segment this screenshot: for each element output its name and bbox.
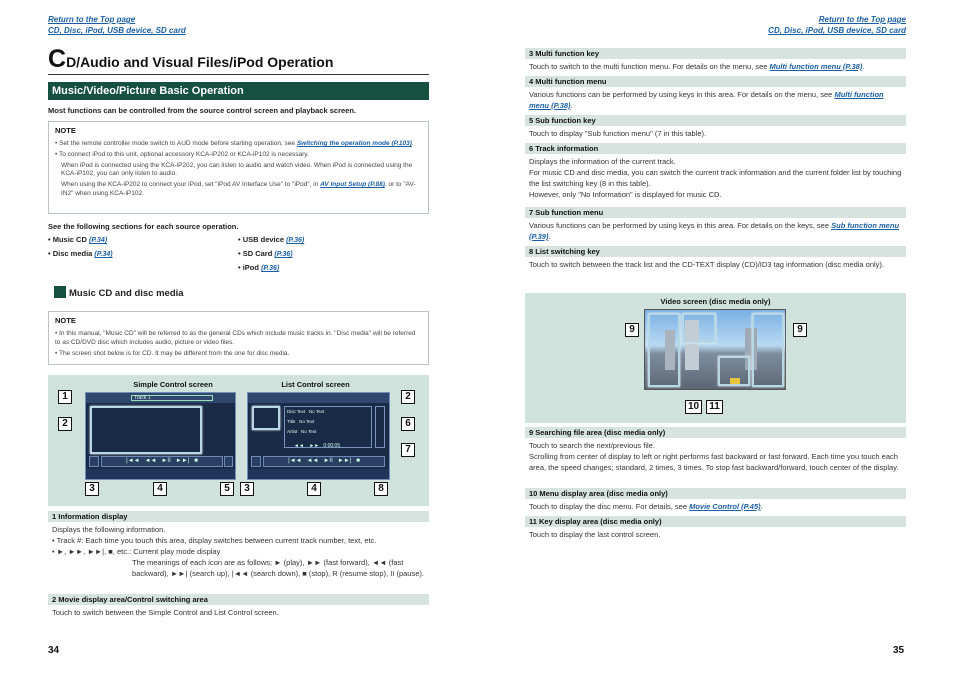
caption-simple: Simple Control screen [133,380,213,389]
callout-1: 1 [58,390,72,404]
callout-11: 11 [706,400,723,414]
item8-header: 8 List switching key [525,246,906,257]
multi-function-key[interactable] [89,456,99,467]
simple-control-screen [85,392,236,480]
multi-function-menu[interactable]: |◄◄ ◄◄ ►II ►►| ■ [101,456,223,467]
track-information [284,406,372,448]
note-box-2 [48,311,429,365]
music-cd-link[interactable]: (P.34) [88,237,108,244]
item8-body: Touch to switch between the track list and the CD-TEXT display (CD)/ID3 tag information (disc media only). [529,260,885,269]
item10-body: Touch to display the disc menu. For details, see Movie Control (P.45). [529,502,763,511]
search-next-area[interactable] [752,313,784,387]
source-disc-media: • Disc media (P.34) [48,249,113,258]
title-initial: C [48,45,67,73]
info-row: Artist No Text [287,428,317,434]
info-row: Title No Text [287,418,315,424]
callout-9-left: 9 [625,323,639,337]
note-bullet-2c: When using the KCA-iP202 to connect your iPod, set "iPod AV Interface Use" to "iPod", in AV Input Setup (P.88), or to "AV-IN2" when using KCA-iP102. [61,181,416,197]
sub-function-menu[interactable]: ◄◄ ►► 0:00:05 [293,443,341,449]
movie-control-link[interactable]: Movie Control (P.45) [689,502,761,511]
callout-10: 10 [685,400,702,414]
list-footer [248,469,389,479]
page-number-left: 34 [48,645,60,656]
list-header [248,393,389,403]
note-box-1 [48,121,429,214]
list-control-screen [247,392,390,480]
usb-link[interactable]: (P.36) [286,237,305,244]
switching-mode-link[interactable]: Switching the operation mode (P.103) [296,140,412,148]
list-switching-key[interactable] [375,406,385,448]
item9-body: Touch to search the next/previous file. Scrolling from center of display to left or right performs fast backward or fast forward. Each time you touch each area, the speed changes; standard, 2 times, 3 times. To stop fast backward/forward, touch center of the display. [529,441,899,472]
track-display[interactable]: Track 1 [131,395,213,401]
note2-heading: NOTE [55,316,76,325]
section-square-icon [54,286,66,298]
source-link-right[interactable]: CD, Disc, iPod, USB device, SD card [768,26,906,35]
title-rest: D/Audio and Visual Files/iPod Operation [66,54,334,70]
callout-7: 7 [401,443,415,457]
ipod-link[interactable]: (P.36) [261,265,280,272]
item3-body: Touch to switch to the multi function menu. For details on the menu, see Multi function menu (P.38). [529,62,865,71]
list-multi-function-key[interactable] [251,456,261,467]
note-bullet-2b: When iPod is connected using the KCA-iP202, you can listen to audio and watch video. When iPod is connected using the KCA-iP102, you can only listen to audio. [61,161,413,178]
item2-header: 2 Movie display area/Control switching area [48,594,429,605]
source-music-cd: • Music CD (P.34) [48,235,108,244]
item6-header: 6 Track information [525,143,906,154]
source-link[interactable]: CD, Disc, iPod, USB device, SD card [48,26,186,35]
source-ipod: • iPod (P.36) [238,263,280,272]
simple-footer [86,469,235,479]
note2-bullet-2: • The screen shot below is for CD. It may be different from the one for disc media. [55,349,290,357]
intro-text: Most functions can be controlled from the source control screen and playback screen. [48,106,356,115]
list-multi-function-menu[interactable]: |◄◄ ◄◄ ►II ►►| ■ [263,456,385,467]
item9-header: 9 Searching file area (disc media only) [525,427,906,438]
return-top-link[interactable]: Return to the Top page [48,15,136,24]
item1-header: 1 Information display [48,511,429,522]
subsection-title: Music CD and disc media [54,286,184,301]
disc-media-link[interactable]: (P.34) [94,251,113,258]
sub-function-key[interactable] [224,456,233,467]
source-usb: • USB device (P.36) [238,235,305,244]
callout-6: 6 [401,417,415,431]
item5-body: Touch to display "Sub function menu" (7 in this table). [529,129,707,138]
video-caption: Video screen (disc media only) [660,297,771,306]
source-sd: • SD Card (P.36) [238,249,293,258]
item3-header: 3 Multi function key [525,48,906,59]
note2-bullet-1: • In this manual, "Music CD" will be referred to as the general CDs which include music tracks in. "Disc media" will be referred to as CD/DVD disc which includes audio, picture or video files. [55,330,416,346]
item11-header: 11 Key display area (disc media only) [525,516,906,527]
section-title: Music/Video/Picture Basic Operation [48,82,429,100]
video-screen-figure [525,293,906,423]
callout-2: 2 [58,417,72,431]
page-number-right: 35 [893,645,905,656]
note-heading: NOTE [55,126,76,135]
top-links-left [48,14,186,36]
top-links-right [768,14,906,36]
control-screens-figure [48,375,429,506]
note-bullet-2: • To connect iPod to this unit, optional accessory KCA-iP202 or KCA-iP102 is necessary. [55,150,309,158]
title-underline [48,74,429,75]
av-input-setup-link[interactable]: AV Input Setup (P.88) [320,181,385,189]
caption-list: List Control screen [281,380,350,389]
item10-header: 10 Menu display area (disc media only) [525,488,906,499]
info-row: Disc Text No Text [287,409,325,414]
item4-header: 4 Multi function menu [525,76,906,87]
callout-3: 3 [85,482,99,496]
multi-function-menu-link[interactable]: Multi function menu (P.38) [769,62,863,71]
callout-8: 8 [374,482,388,496]
item1-body: Displays the following information. • Track #: Each time you touch this area, display switches between current track number, text, etc. • ►, ►►, ►►|, ■, etc.: Current play mode display The meanings of each icon are as follows; ► (play), ►► (fast forward), ◄◄ (fast backward), ►►| (search up), |◄◄ (search down), ■ (stop), R (resume stop), II (pause). [52,525,424,578]
callout-3b: 3 [240,482,254,496]
callout-4: 4 [153,482,167,496]
item7-header: 7 Sub function menu [525,207,906,218]
key-display-area[interactable] [718,356,750,386]
item4-body: Various functions can be performed by using keys in this area. For details on the menu, see Multi function menu (P.38). [529,90,884,110]
search-prev-area[interactable] [648,313,680,387]
item2-body: Touch to switch between the Simple Control and List Control screen. [52,608,279,617]
list-movie-area[interactable] [252,406,280,430]
note-bullet-1: • Set the remote controller mode switch to AUD mode before starting operation, see Switching the operation mode (P.103). [55,140,414,148]
item7-body: Various functions can be performed by using keys in this area. For details on the keys, see Sub function menu (P.39). [529,221,900,241]
menu-display-area[interactable] [682,313,716,343]
item11-body: Touch to display the last control screen. [529,530,661,539]
return-top-link-right[interactable]: Return to the Top page [818,15,906,24]
callout-4b: 4 [307,482,321,496]
page-title [48,46,333,72]
sd-link[interactable]: (P.36) [274,251,293,258]
see-following: See the following sections for each source operation. [48,222,239,231]
item6-body: Displays the information of the current track. For music CD and disc media, you can switch the current track information and the current folder list by touching the list switching key (8 in this table). However, only "No Information" is displayed for music CD. [529,157,902,199]
callout-2b: 2 [401,390,415,404]
video-screen [644,309,786,390]
callout-5: 5 [220,482,234,496]
multi-function-menu-link-2[interactable]: Multi function menu (P.38) [529,90,884,110]
movie-display-area[interactable] [90,406,202,454]
item5-header: 5 Sub function key [525,115,906,126]
callout-9-right: 9 [793,323,807,337]
sub-function-menu-link[interactable]: Sub function menu (P.39) [529,221,900,241]
